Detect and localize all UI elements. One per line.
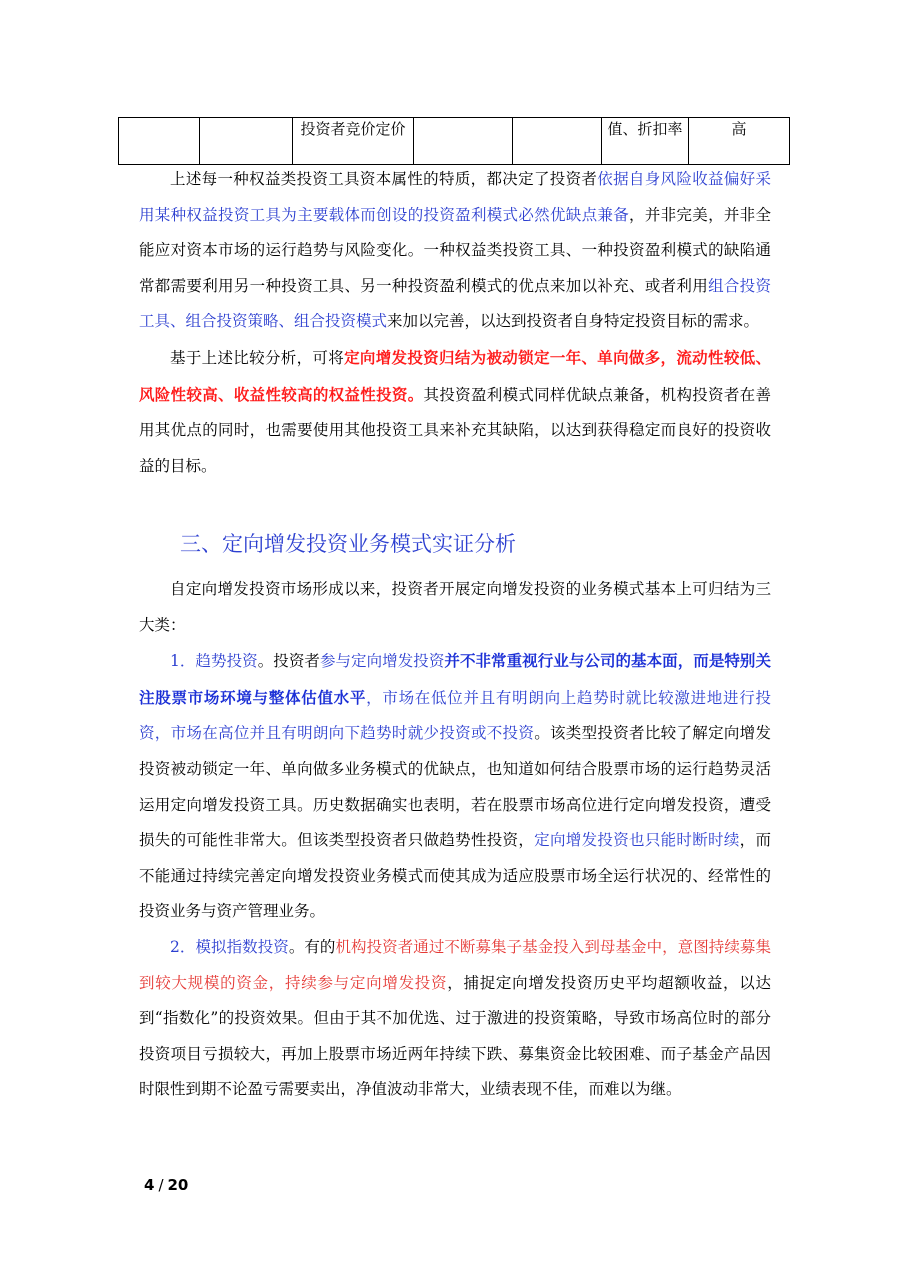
table-cell <box>513 118 602 165</box>
section-heading: 三、定向增发投资业务模式实证分析 <box>180 532 516 556</box>
total-pages: 20 <box>167 1176 189 1194</box>
emphasis-text: 并不非常重视行业与公司的基本面，而是特别关注股票市场环境与整体估值水平 <box>139 651 771 707</box>
emphasis-text: 定向增发投资归结为被动锁定一年、单向做多，流动性较低、风险性较高、收益性较高的权益性投资。 <box>139 347 771 404</box>
highlight-text: 定向增发投资也只能时断时续 <box>534 831 740 850</box>
paragraph-5 <box>139 930 771 1108</box>
table-cell: 高 <box>689 118 790 165</box>
table-cell: 投资者竞价定价 <box>293 118 414 165</box>
paragraph-4 <box>139 643 771 930</box>
text-run: 上述每一种权益类投资工具资本属性的特质，都决定了投资者 <box>170 170 598 188</box>
table-cell: 值、折扣率 <box>602 118 689 165</box>
page-separator: / <box>158 1176 164 1194</box>
text-run: 来加以完善，以达到投资者自身特定投资目标的需求。 <box>387 312 760 331</box>
table-row <box>119 118 790 165</box>
text-run: 。有的 <box>288 937 336 956</box>
text-run: 。该类型投资者比较了解定向增发投资被动锁定一年、单向做多业务模式的优缺点，也知道如何结合股票市场的运行趋势灵活运用定向增发投资工具。历史数据确实也表明，若在股票市场高位进行定向增发投资，遭受损失的可能性非常大。但该类型投资者只做趋势性投资， <box>139 724 771 850</box>
highlight-text: 参与定向增发投资 <box>319 652 445 671</box>
text-run: ，而不能通过持续完善定向增发投资业务模式而使其成为适应股票市场全运行状况的、经常性的投资业务与资产管理业务。 <box>139 831 771 921</box>
item-title: 2．模拟指数投资 <box>170 937 289 956</box>
body-block-2 <box>139 572 771 1108</box>
text-run: ，捕捉定向增发投资历史平均超额收益，以达到“指数化”的投资效果。但由于其不加优选、过于激进的投资策略，导致市场高位时的部分投资项目亏损较大，再加上股票市场近两年持续下跌、募集资金比较困难、而子基金产品因时限性到期不论盈亏需要卖出，净值波动非常大，业绩表现不佳，而难以为继。 <box>139 973 771 1099</box>
paragraph-1 <box>139 162 771 340</box>
text-run: 基于上述比较分析，可将 <box>170 348 345 367</box>
highlight-text: 依据自身风险收益偏好采用某种权益投资工具为主要载体而创设的投资盈利模式必然优缺点兼备 <box>139 170 771 224</box>
comparison-table-fragment <box>118 117 790 165</box>
table-cell <box>414 118 513 165</box>
table-cell <box>119 118 200 165</box>
text-run: 。投资者 <box>257 652 320 671</box>
body-block-1 <box>139 162 771 484</box>
text-run: 其投资盈利模式同样优缺点兼备，机构投资者在善用其优点的同时，也需要使用其他投资工具来补充其缺陷，以达到获得稳定而良好的投资收益的目标。 <box>139 385 771 475</box>
text-run: ，并非完美，并非全能应对资本市场的运行趋势与风险变化。一种权益类投资工具、一种投资盈利模式的缺陷通常都需要利用另一种投资工具、另一种投资盈利模式的优点来加以补充、或者利用 <box>139 205 771 295</box>
paragraph-2 <box>139 340 771 484</box>
page-number <box>144 1176 188 1194</box>
current-page: 4 <box>144 1176 155 1194</box>
item-title: 1．趋势投资 <box>170 652 258 671</box>
highlight-text: ，市场在低位并且有明朗向上趋势时就比较激进地进行投资，市场在高位并且有明朗向下趋势时就少投资或不投资 <box>139 688 771 743</box>
highlight-text: 组合投资工具、组合投资策略、组合投资模式 <box>139 276 771 331</box>
table-cell <box>200 118 293 165</box>
highlight-text: 机构投资者通过不断募集子基金投入到母基金中，意图持续募集到较大规模的资金，持续参与定向增发投资 <box>139 937 771 992</box>
paragraph-3: 自定向增发投资市场形成以来，投资者开展定向增发投资的业务模式基本上可归结为三大类： <box>139 580 771 634</box>
